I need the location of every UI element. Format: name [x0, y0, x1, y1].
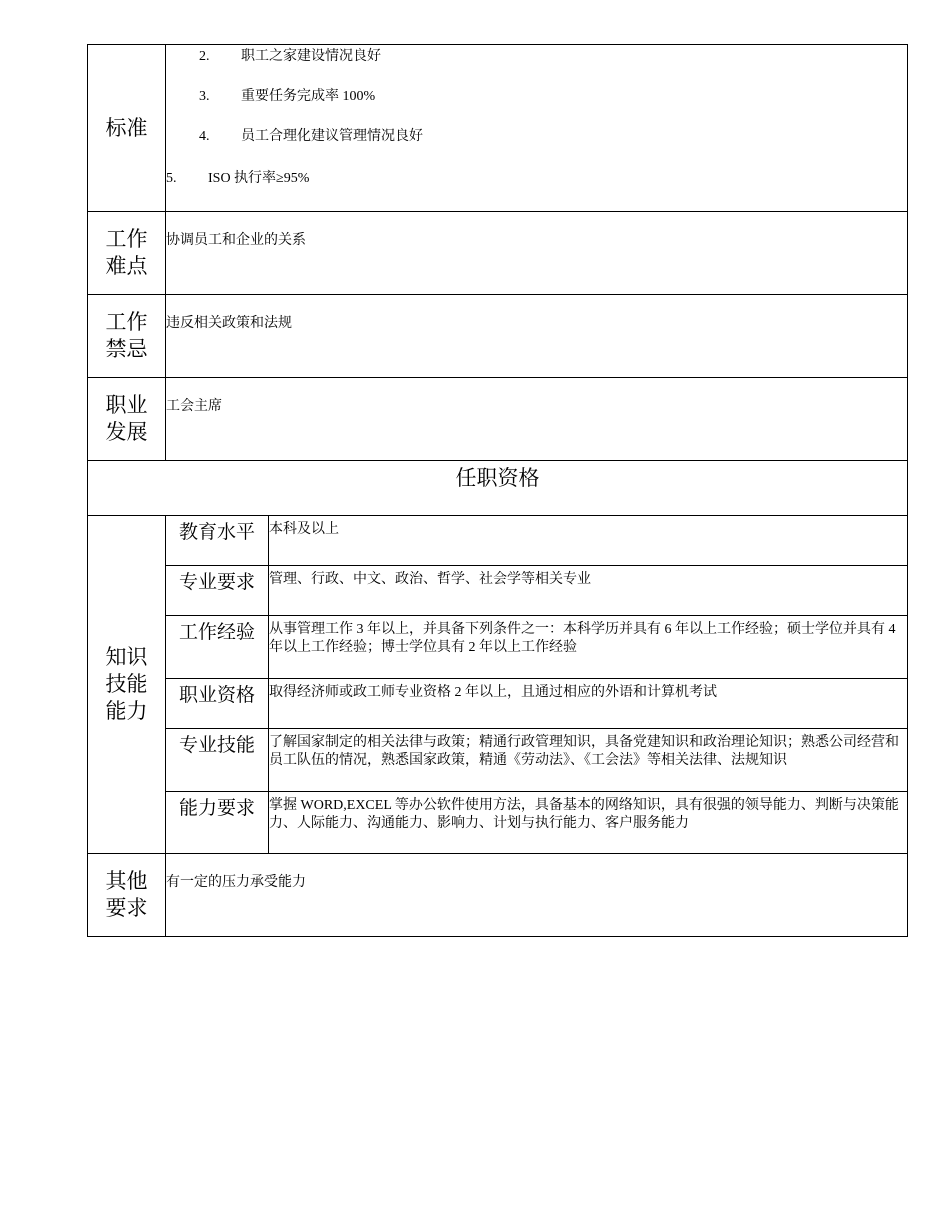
job-description-table [87, 44, 908, 937]
career-row [88, 378, 908, 461]
certification-label: 职业资格 [166, 679, 269, 729]
education-content: 本科及以上 [269, 516, 908, 566]
experience-content: 从事管理工作 3 年以上，并具备下列条件之一：本科学历并具有 6 年以上工作经验；硕士学位并具有 4 年以上工作经验；博士学位具有 2 年以上工作经验 [269, 616, 908, 679]
difficulty-content: 协调员工和企业的关系 [166, 212, 908, 295]
difficulty-label: 工作难点 [88, 212, 166, 295]
other-row [88, 854, 908, 937]
standard-item: 5. ISO 执行率≥95% [166, 171, 310, 186]
standard-item: 2. 职工之家建设情况良好 [199, 49, 381, 64]
knowledge-skills-label: 知识技能能力 [88, 516, 166, 854]
career-label: 职业发展 [88, 378, 166, 461]
other-content: 有一定的压力承受能力 [166, 854, 908, 937]
standard-item: 4. 员工合理化建议管理情况良好 [199, 129, 423, 144]
standards-content [166, 45, 908, 212]
skills-label: 专业技能 [166, 729, 269, 792]
qualifications-title-row [88, 461, 908, 516]
qualification-row [88, 729, 908, 792]
standards-label: 标准 [88, 45, 166, 212]
major-content: 管理、行政、中文、政治、哲学、社会学等相关专业 [269, 566, 908, 616]
qualifications-title: 任职资格 [88, 461, 908, 516]
certification-content: 取得经济师或政工师专业资格 2 年以上，且通过相应的外语和计算机考试 [269, 679, 908, 729]
taboo-content: 违反相关政策和法规 [166, 295, 908, 378]
qualification-row [88, 516, 908, 566]
career-content: 工会主席 [166, 378, 908, 461]
other-label: 其他要求 [88, 854, 166, 937]
skills-content: 了解国家制定的相关法律与政策；精通行政管理知识，具备党建知识和政治理论知识；熟悉公司经营和员工队伍的情况，熟悉国家政策，精通《劳动法》、《工会法》等相关法律、法规知识 [269, 729, 908, 792]
qualification-row [88, 792, 908, 854]
qualification-row [88, 566, 908, 616]
standards-row [88, 45, 908, 212]
abilities-content: 掌握 WORD,EXCEL 等办公软件使用方法，具备基本的网络知识，具有很强的领导能力、判断与决策能力、人际能力、沟通能力、影响力、计划与执行能力、客户服务能力 [269, 792, 908, 854]
difficulty-row [88, 212, 908, 295]
qualification-row [88, 616, 908, 679]
abilities-label: 能力要求 [166, 792, 269, 854]
taboo-row [88, 295, 908, 378]
major-label: 专业要求 [166, 566, 269, 616]
experience-label: 工作经验 [166, 616, 269, 679]
taboo-label: 工作禁忌 [88, 295, 166, 378]
standard-item: 3. 重要任务完成率 100% [199, 89, 376, 104]
education-label: 教育水平 [166, 516, 269, 566]
qualification-row [88, 679, 908, 729]
